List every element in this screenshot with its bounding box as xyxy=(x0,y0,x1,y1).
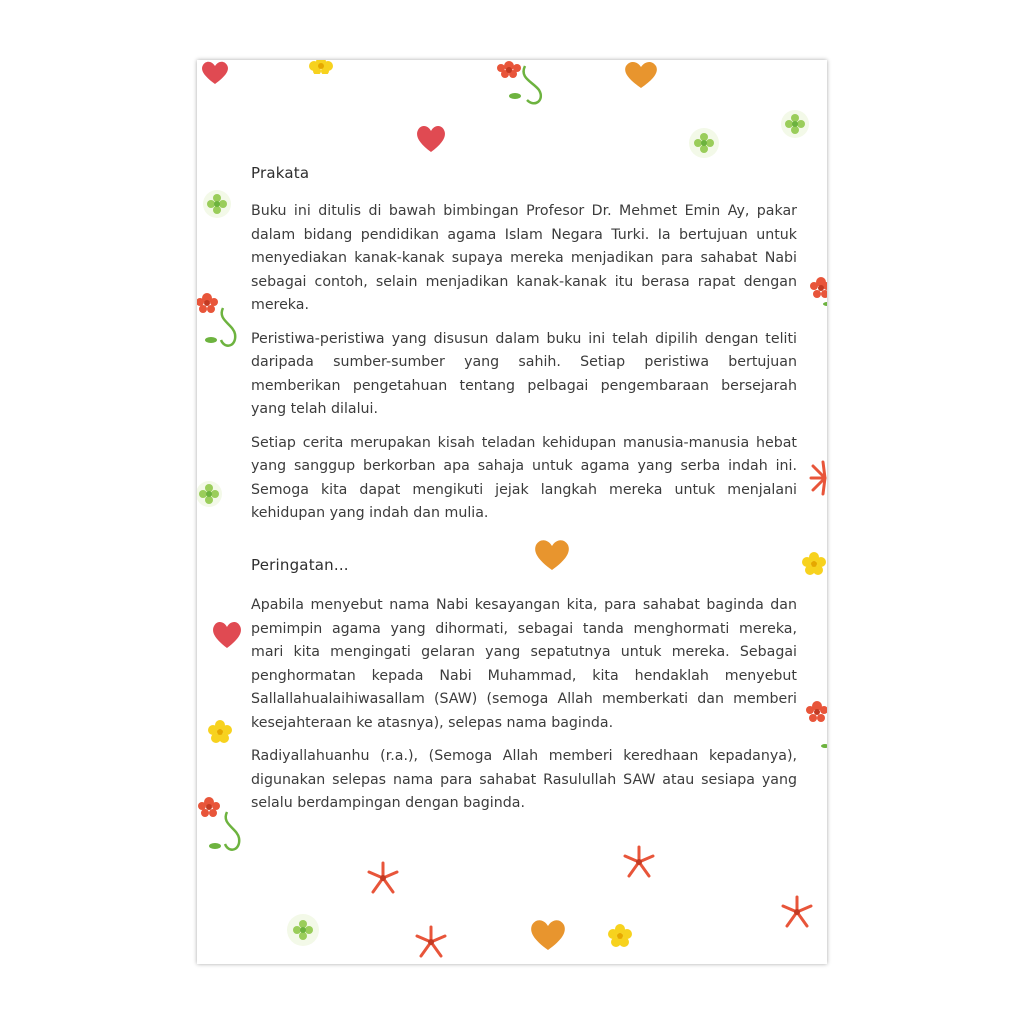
prakata-paragraph-1: Buku ini ditulis di bawah bimbingan Profesor Dr. Mehmet Emin Ay, pakar dalam bidang pendidikan agama Islam Negara Turki. Ia bertujuan untuk menyediakan kanak-kanak supaya mereka menjadikan para sahabat Nabi sebagai contoh, selain menjadikan kanak-kanak itu berasa rapat dengan mereka. xyxy=(251,203,797,313)
green-flower-icon xyxy=(779,108,811,140)
flower-icon xyxy=(779,894,815,930)
green-flower-icon xyxy=(197,478,225,510)
prakata-paragraph-2: Peristiwa-peristiwa yang disusun dalam buku ini telah dipilih dengan teliti daripada sumber-sumber yang sahih. Setiap peristiwa bertujuan memberikan pengetahuan tentang pelbagai pengembaraan bersejarah yang telah dilalui. xyxy=(251,330,797,417)
peringatan-heading: Peringatan... xyxy=(251,556,349,574)
heart-icon xyxy=(415,124,447,154)
flower-icon xyxy=(803,696,827,752)
flower-icon xyxy=(805,276,827,308)
flower-icon xyxy=(621,844,657,880)
green-flower-icon xyxy=(687,126,721,160)
flower-vine-icon xyxy=(495,60,549,108)
green-flower-icon xyxy=(285,912,321,948)
heart-icon xyxy=(211,620,243,650)
green-flower-icon xyxy=(201,188,233,220)
flower-icon xyxy=(413,924,449,960)
prakata-paragraph-3: Setiap cerita merupakan kisah teladan kehidupan manusia-manusia hebat yang sanggup berkorban apa sahaja untuk agama yang serba indah ini. Semoga kita dapat mengikuti jejak langkah mereka untuk menjalani kehidupan yang indah dan mulia. xyxy=(251,434,797,521)
peringatan-paragraph-1: Apabila menyebut nama Nabi kesayangan kita, para sahabat baginda dan pemimpin agama yang dihormati, sebagai tanda menghormati mereka, mari kita mengingati gelaran yang sepatutnya untuk mereka. Sebagai penghormatan kepada Nabi Muhammad, kita hendaklah menyebut Sallallahualaihiwasallam (SAW) (semoga Allah memberkati dan memberi kesejahteraan ke atasnya), selepas nama baginda. xyxy=(251,597,797,731)
yellow-flower-icon xyxy=(207,718,233,746)
heart-icon xyxy=(623,60,659,90)
book-page xyxy=(197,60,827,964)
peringatan-paragraph-2: Radiyallahuanhu (r.a.), (Semoga Allah memberi keredhaan kepadanya), digunakan selepas nama para sahabat Rasulullah SAW atau sesiapa yang selalu berdampingan dengan baginda. xyxy=(251,748,797,811)
yellow-flower-icon xyxy=(607,922,633,950)
flower-vine-icon xyxy=(197,794,247,856)
heart-icon xyxy=(529,918,567,952)
prakata-heading: Prakata xyxy=(251,164,310,182)
peringatan-section xyxy=(251,556,797,816)
yellow-flower-icon xyxy=(801,550,827,578)
yellow-flower-icon xyxy=(309,60,333,74)
flower-icon xyxy=(809,458,827,498)
flower-icon xyxy=(365,860,401,896)
heart-icon xyxy=(200,60,230,86)
flower-vine-icon xyxy=(197,290,241,352)
prakata-section xyxy=(251,164,797,526)
